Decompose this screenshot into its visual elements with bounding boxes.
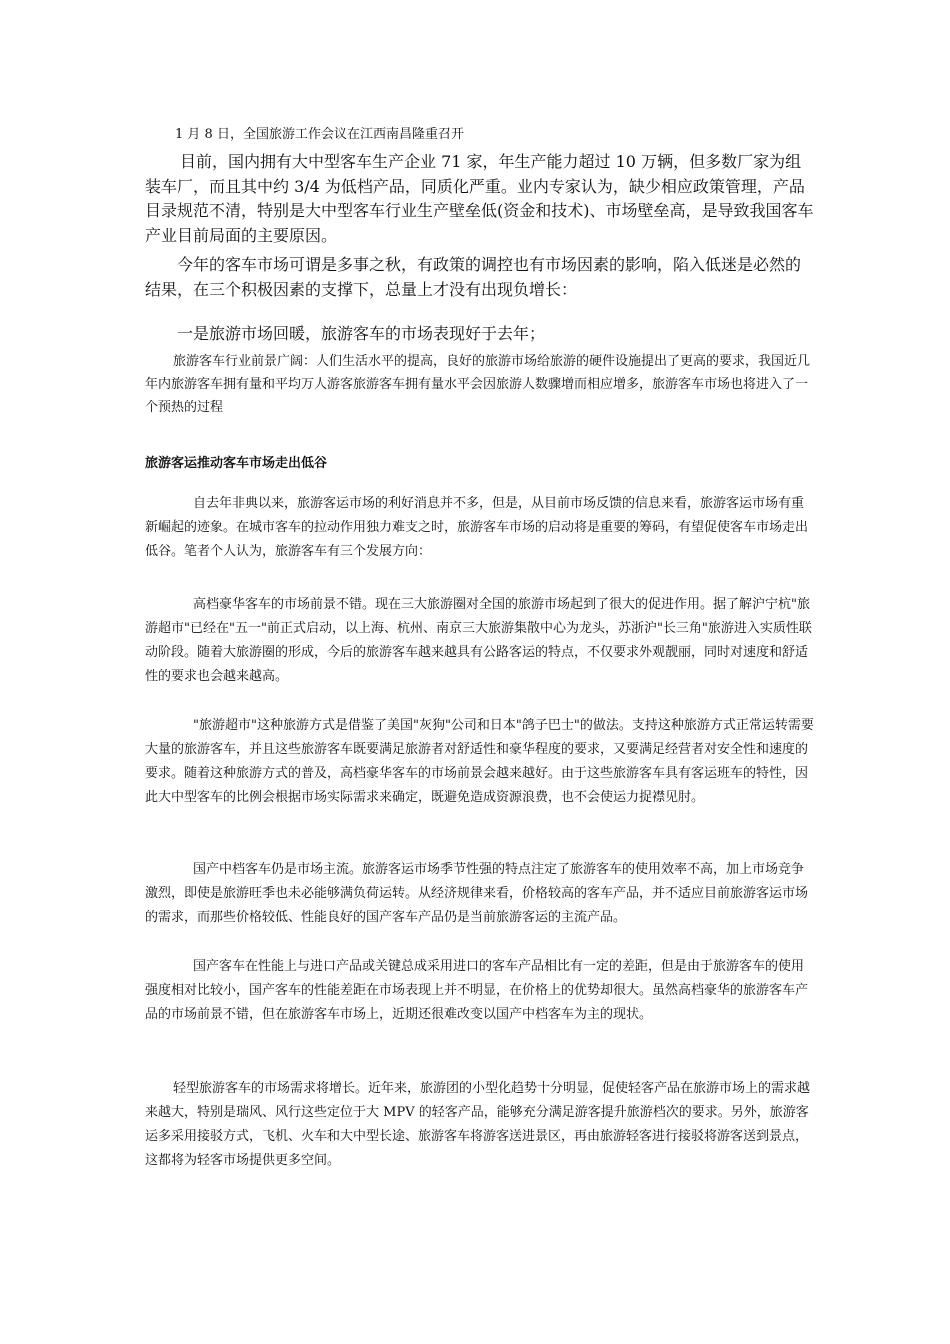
intro-paragraph-2: 今年的客车市场可谓是多事之秋，有政策的调控也有市场因素的影响，陷入低迷是必然的结果，在三个积极因素的支撑下，总量上才没有出现负增长： bbox=[145, 255, 802, 299]
section-paragraph: 高档豪华客车的市场前景不错。现在三大旅游圈对全国的旅游市场起到了很大的促进作用。据了解沪宁杭"旅游超市"已经在"五一"前正式启动，以上海、杭州、南京三大旅游集散中心为龙头，苏浙沪"长三角"旅游进入实质性联动阶段。随着大旅游圈的形成，今后的旅游客车越来越具有公路客运的特点，不仅要求外观靓丽，同时对速度和舒适性的要求也会越来越高。 bbox=[145, 597, 812, 684]
date-line: 1 月 8 日，全国旅游工作会议在江西南昌隆重召开 bbox=[175, 127, 464, 142]
section-paragraph: "旅游超市"这种旅游方式是借鉴了美国"灰狗"公司和日本"鸽子巴士"的做法。支持这种旅游方式正常运转需要大量的旅游客车，并且这些旅游客车既要满足旅游者对舒适性和豪华程度的要求，又要满足经营者对安全性和速度的要求。随着这种旅游方式的普及，高档豪华客车的市场前景会越来越好。由于这些旅游客车具有客运班车的特性，因此大中型客车的比例会根据市场实际需求来确定，既避免造成资源浪费，也不会使运力捉襟见肘。 bbox=[145, 718, 814, 805]
section-paragraph: 国产中档客车仍是市场主流。旅游客运市场季节性强的特点注定了旅游客车的使用效率不高，加上市场竞争激烈，即使是旅游旺季也未必能够满负荷运转。从经济规律来看，价格较高的客车产品，并不适应目前旅游客运市场的需求，而那些价格较低、性能良好的国产客车产品仍是当前旅游客运的主流产品。 bbox=[145, 862, 809, 925]
industry-prospect-paragraph: 旅游客车行业前景广阔：人们生活水平的提高，良好的旅游市场给旅游的硬件设施提出了更高的要求，我国近几年内旅游客车拥有量和平均万人游客旅游客车拥有量水平会因旅游人数骤增而相应增多，旅游客车市场也将进入了一个预热的过程 bbox=[145, 354, 811, 415]
section-heading: 旅游客运推动客车市场走出低谷 bbox=[145, 456, 328, 471]
point-one: 一是旅游市场回暖，旅游客车的市场表现好于去年； bbox=[177, 324, 546, 343]
section-paragraph: 国产客车在性能上与进口产品或关键总成采用进口的客车产品相比有一定的差距，但是由于旅游客车的使用强度相对比较小，国产客车的性能差距在市场表现上并不明显，在价格上的优势却很大。虽然高档豪华的旅游客车产品的市场前景不错，但在旅游客车市场上，近期还很难改变以国产中档客车为主的现状。 bbox=[145, 959, 809, 1022]
section-paragraph: 自去年非典以来，旅游客运市场的利好消息并不多，但是，从目前市场反馈的信息来看，旅游客运市场有重新崛起的迹象。在城市客车的拉动作用独力难支之时，旅游客车市场的启动将是重要的筹码，有望促使客车市场走出低谷。笔者个人认为，旅游客车有三个发展方向： bbox=[145, 496, 809, 559]
section-paragraph: 轻型旅游客车的市场需求将增长。近年来，旅游团的小型化趋势十分明显，促使轻客产品在旅游市场上的需求越来越大，特别是瑞风、风行这些定位于大 MPV 的轻客产品，能够充分满足游客提升旅游档次的要求。另外，旅游客运多采用接驳方式，飞机、火车和大中型长途、旅游客车将游客送进景区，再由旅游轻客进行接驳将游客送到景点，这都将为轻客市场提供更多空间。 bbox=[145, 1081, 811, 1168]
intro-paragraph-1: 目前，国内拥有大中型客车生产企业 71 家，年生产能力超过 10 万辆，但多数厂家为组装车厂，而且其中约 3/4 为低档产品，同质化严重。业内专家认为，缺少相应政策管理，产品目录规范不清，特别是大中型客车行业生产壁垒低(资金和技术)、市场壁垒高，是导致我国客车产业目前局面的主要原因。 bbox=[145, 152, 814, 245]
